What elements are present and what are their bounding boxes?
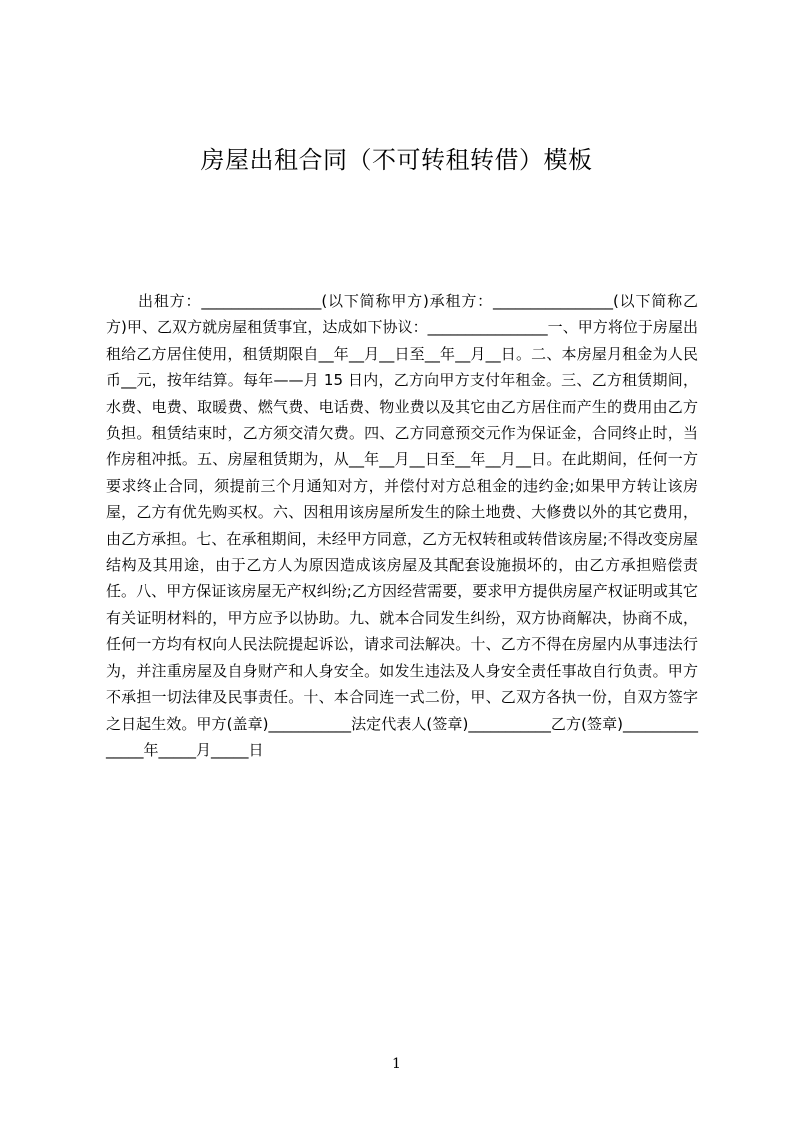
document-body bbox=[106, 288, 698, 763]
document-title: 房屋出租合同（不可转租转借）模板 bbox=[200, 146, 593, 174]
page-number: 1 bbox=[392, 1056, 401, 1072]
contract-paragraph: 出租方：________________(以下简称甲方)承租方：________________(以下简称乙方)甲、乙双方就房屋租赁事宜，达成如下协议：________________一、甲方将位于房屋出租给乙方居住使用，租赁期限自__年__月__日至__年__月__日。二、本房屋月租金为人民币__元，按年结算。每年——月 15 日内，乙方向甲方支付年租金。三、乙方租赁期间，水费、电费、取暖费、燃气费、电话费、物业费以及其它由乙方居住而产生的费用由乙方负担。租赁结束时，乙方须交清欠费。四、乙方同意预交元作为保证金，合同终止时，当作房租冲抵。五、房屋租赁期为，从__年__月__日至__年__月__日。在此期间，任何一方要求终止合同，须提前三个月通知对方，并偿付对方总租金的违约金;如果甲方转让该房屋，乙方有优先购买权。六、因租用该房屋所发生的除土地费、大修费以外的其它费用，由乙方承担。七、在承租期间，未经甲方同意，乙方无权转租或转借该房屋;不得改变房屋结构及其用途，由于乙方人为原因造成该房屋及其配套设施损坏的，由乙方承担赔偿责任。八、甲方保证该房屋无产权纠纷;乙方因经营需要，要求甲方提供房屋产权证明或其它有关证明材料的，甲方应予以协助。九、就本合同发生纠纷，双方协商解决，协商不成，任何一方均有权向人民法院提起诉讼，请求司法解决。十、乙方不得在房屋内从事违法行为，并注重房屋及自身财产和人身安全。如发生违法及人身安全责任事故自行负责。甲方不承担一切法律及民事责任。十、本合同连一式二份，甲、乙双方各执一份，自双方签字之日起生效。甲方(盖章)___________法定代表人(签章)___________乙方(签章)_______________年_____月_____日 bbox=[106, 292, 698, 759]
